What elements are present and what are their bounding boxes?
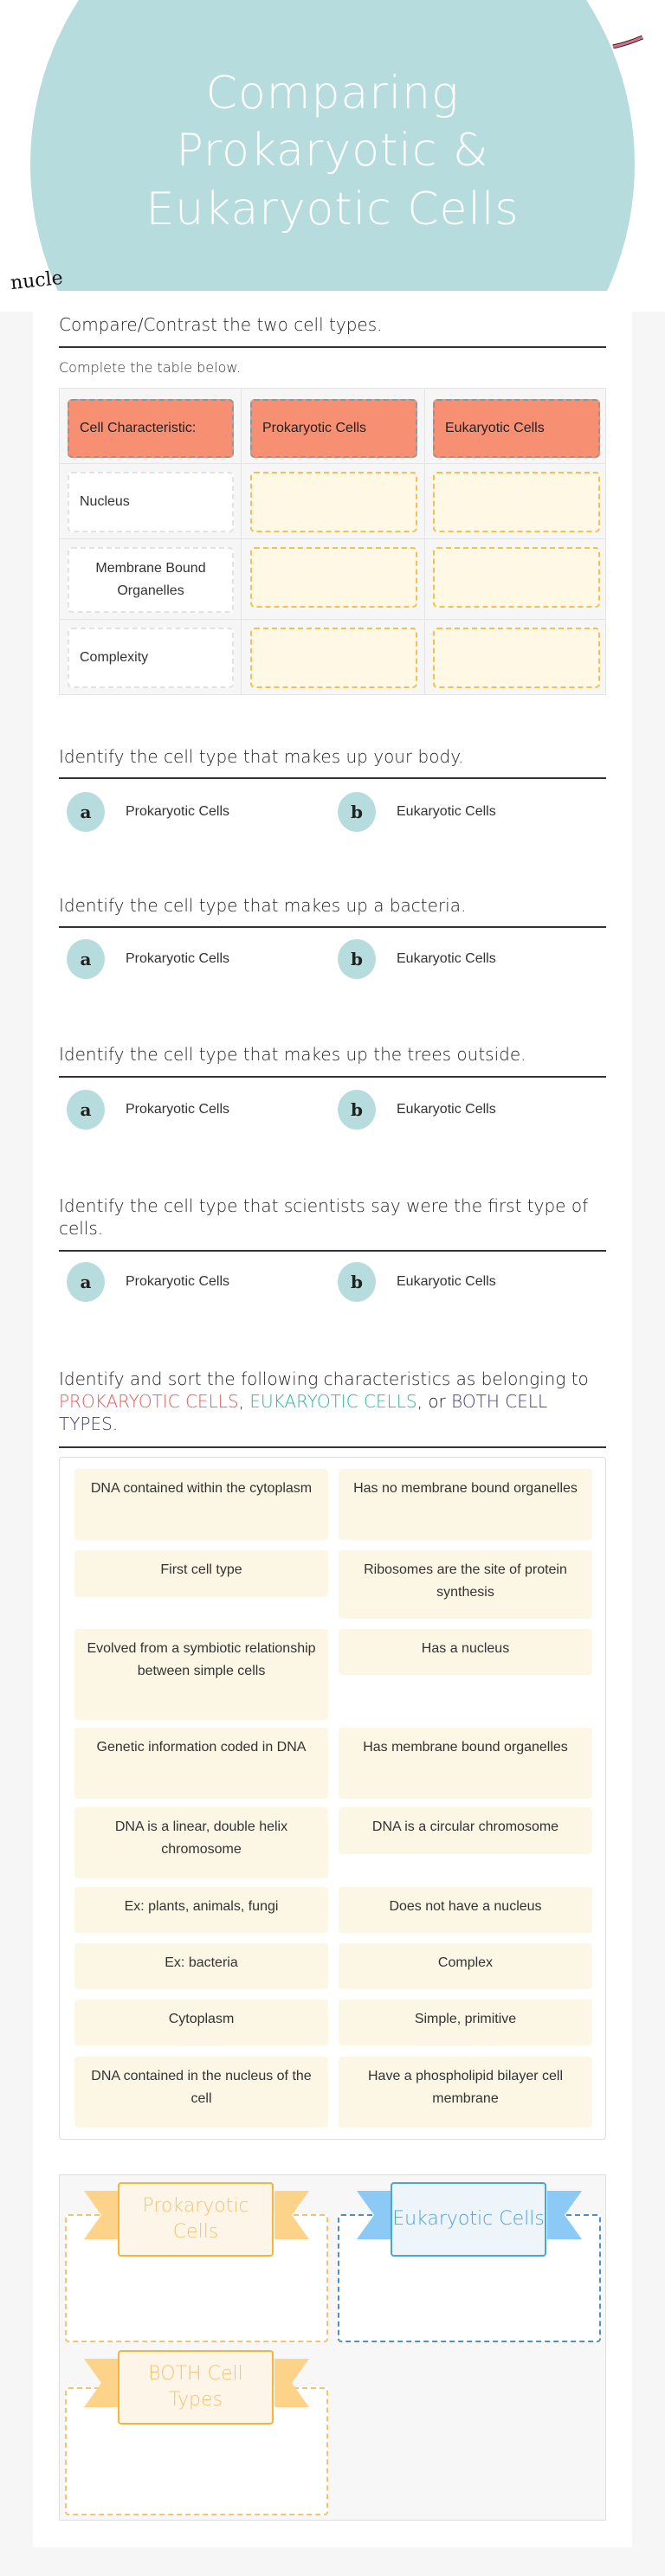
title-line: Comparing <box>205 68 460 119</box>
sort-item-card[interactable]: Has membrane bound organelles <box>339 1728 592 1799</box>
sort-instructions: Identify and sort the following characteristics as belonging to PROKARYOTIC CELLS, EUKARYOTIC CELLS, or BOTH CELL TYPES. <box>59 1368 589 1434</box>
option-b[interactable] <box>338 1262 496 1302</box>
option-b[interactable] <box>338 792 496 832</box>
title-line: Eukaryotic Cells <box>145 184 520 235</box>
sort-item-card[interactable]: First cell type <box>74 1550 328 1597</box>
drop-zone[interactable] <box>250 628 417 688</box>
divider <box>59 1076 606 1078</box>
sort-item-card[interactable]: Cytoplasm <box>74 2000 328 2045</box>
question-text: Identify the cell type that scientists say were the first type of cells. <box>59 1195 589 1239</box>
instruction: Complete the table below. <box>59 359 242 376</box>
sort-item-card[interactable]: DNA is a circular chromosome <box>339 1807 592 1854</box>
eukaryotic-keyword: EUKARYOTIC CELLS <box>249 1391 417 1412</box>
option-letter-badge: a <box>67 939 105 979</box>
category-label-prokaryotic: Prokaryotic Cells <box>118 2182 274 2257</box>
divider <box>59 1250 606 1252</box>
decoration-text: nucle <box>9 267 64 295</box>
pink-squiggle-icon <box>611 35 646 48</box>
question-text: Identify the cell type that makes up the trees outside. <box>59 1044 526 1065</box>
divider <box>59 777 606 779</box>
sort-item-card[interactable]: Ex: plants, animals, fungi <box>74 1887 328 1933</box>
sort-item-card[interactable]: Have a phospholipid bilayer cell membrane <box>339 2057 592 2128</box>
sort-item-card[interactable]: DNA contained in the nucleus of the cell <box>74 2057 328 2128</box>
option-letter-badge: b <box>338 1262 376 1302</box>
option-label: Eukaryotic Cells <box>397 951 496 966</box>
sort-item-card[interactable]: Ex: bacteria <box>74 1943 328 1989</box>
option-letter-badge: a <box>67 1090 105 1130</box>
sort-item-card[interactable]: Simple, primitive <box>339 2000 592 2045</box>
question-text: Identify the cell type that makes up your body. <box>59 746 464 767</box>
drop-zone[interactable] <box>433 472 600 532</box>
row-label-complexity[interactable]: Complexity <box>68 628 234 688</box>
sort-item-card[interactable]: Genetic information coded in DNA <box>74 1728 328 1799</box>
option-label: Eukaryotic Cells <box>397 1274 496 1289</box>
sort-item-card[interactable]: Has no membrane bound organelles <box>339 1469 592 1540</box>
drop-zone[interactable] <box>433 628 600 688</box>
divider <box>59 346 606 348</box>
title-line: Prokaryotic & <box>176 125 489 177</box>
category-label-eukaryotic: Eukaryotic Cells <box>391 2182 546 2257</box>
option-a[interactable] <box>67 1262 229 1302</box>
option-letter-badge: a <box>67 792 105 832</box>
option-b[interactable] <box>338 1090 496 1130</box>
table-header-eukaryotic: Eukaryotic Cells <box>433 399 600 458</box>
option-a[interactable] <box>67 939 229 979</box>
option-label: Prokaryotic Cells <box>126 951 230 966</box>
sort-item-card[interactable]: Ribosomes are the site of protein synthesis <box>339 1550 592 1619</box>
sort-item-card[interactable]: Complex <box>339 1943 592 1989</box>
option-a[interactable] <box>67 792 229 832</box>
sort-item-card[interactable]: Does not have a nucleus <box>339 1887 592 1933</box>
option-label: Eukaryotic Cells <box>397 1102 496 1117</box>
compare-table <box>59 388 606 695</box>
row-label-organelles[interactable]: Membrane Bound Organelles <box>68 547 234 613</box>
option-b[interactable] <box>338 939 496 979</box>
sort-item-card[interactable]: Evolved from a symbiotic relationship between simple cells <box>74 1629 328 1720</box>
question-text: Identify the cell type that makes up a bacteria. <box>59 895 467 916</box>
prokaryotic-keyword: PROKARYOTIC CELLS <box>59 1391 239 1412</box>
option-label: Prokaryotic Cells <box>126 1274 230 1289</box>
option-label: Eukaryotic Cells <box>397 804 496 819</box>
divider <box>59 1446 606 1448</box>
divider <box>59 926 606 928</box>
sort-item-card[interactable]: Has a nucleus <box>339 1629 592 1675</box>
drop-zone[interactable] <box>250 547 417 608</box>
drop-zone[interactable] <box>250 472 417 532</box>
table-header-characteristic: Cell Characteristic: <box>68 399 234 458</box>
category-area <box>59 2174 606 2521</box>
table-header-prokaryotic: Prokaryotic Cells <box>250 399 417 458</box>
option-letter-badge: b <box>338 939 376 979</box>
option-letter-badge: b <box>338 1090 376 1130</box>
sort-item-card[interactable]: DNA is a linear, double helix chromosome <box>74 1807 328 1878</box>
option-label: Prokaryotic Cells <box>126 804 230 819</box>
option-letter-badge: b <box>338 792 376 832</box>
both-keyword: BOTH CELL TYPES <box>59 1391 548 1434</box>
option-label: Prokaryotic Cells <box>126 1102 230 1117</box>
category-label-both: BOTH Cell Types <box>118 2350 274 2425</box>
option-a[interactable] <box>67 1090 229 1130</box>
option-letter-badge: a <box>67 1262 105 1302</box>
row-label-nucleus[interactable]: Nucleus <box>68 472 234 532</box>
section-title: Compare/Contrast the two cell types. <box>59 314 383 335</box>
sort-item-card[interactable]: DNA contained within the cytoplasm <box>74 1469 328 1540</box>
header <box>0 0 665 312</box>
drop-zone[interactable] <box>433 547 600 608</box>
